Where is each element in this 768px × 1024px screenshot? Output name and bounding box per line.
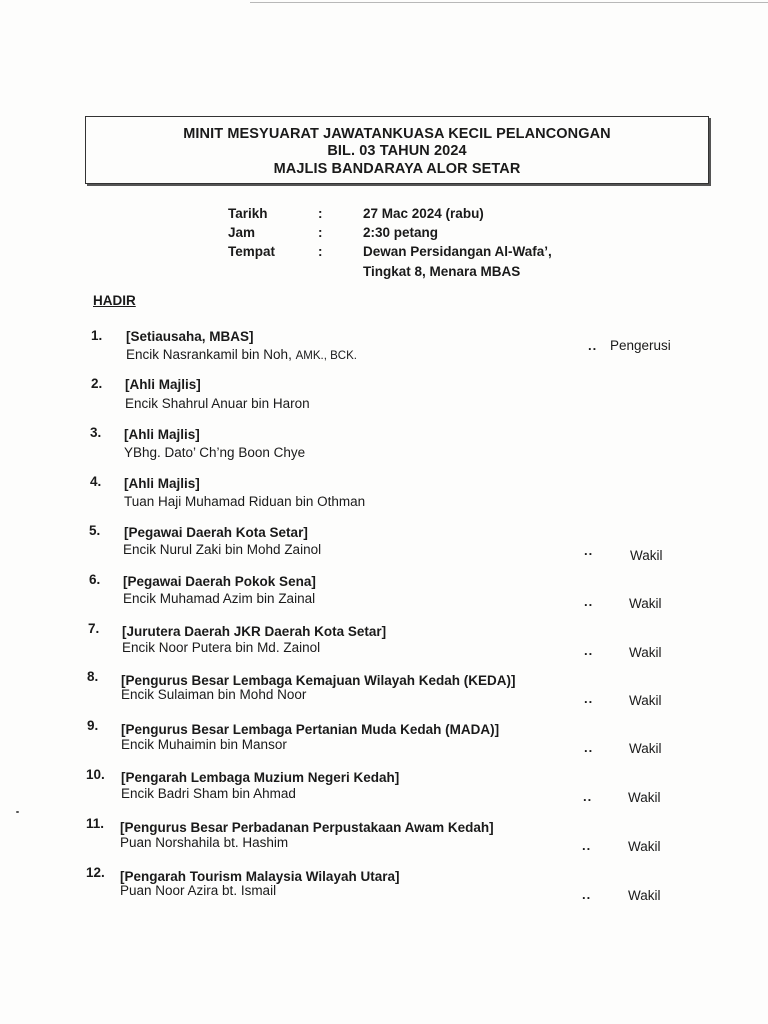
- entry-dots: ..: [584, 740, 594, 755]
- entry-role: [Pengarah Tourism Malaysia Wilayah Utara]: [120, 869, 400, 884]
- entry-status: Wakil: [629, 645, 662, 660]
- entry-person-suffix: AMK., BCK.: [295, 350, 357, 362]
- meta-colon: :: [318, 225, 323, 240]
- meta-label: Tarikh: [228, 206, 268, 221]
- attendee-entry: [0, 474, 768, 514]
- entry-number: 9.: [87, 718, 99, 733]
- entry-role: [Jurutera Daerah JKR Daerah Kota Setar]: [122, 624, 387, 639]
- meta-colon: :: [318, 244, 323, 259]
- entry-status: Wakil: [630, 548, 663, 563]
- attendee-entry: [0, 816, 768, 856]
- entry-status: Wakil: [628, 888, 661, 903]
- entry-number: 5.: [89, 523, 101, 538]
- entry-status: Wakil: [628, 790, 661, 805]
- attendee-entry: [0, 767, 768, 807]
- entry-status: Wakil: [629, 596, 662, 611]
- entry-role: [Ahli Majlis]: [124, 427, 200, 442]
- entry-dots: ..: [583, 789, 593, 804]
- attendee-entry: [0, 865, 768, 905]
- meta-date-row: [228, 206, 648, 226]
- meta-value: Dewan Persidangan Al-Wafa’,: [363, 244, 552, 259]
- entry-dots: ..: [582, 838, 592, 853]
- entry-number: 3.: [90, 425, 102, 440]
- title-line-1: MINIT MESYUARAT JAWATANKUASA KECIL PELANCONGAN: [183, 126, 611, 142]
- top-rule: [250, 2, 768, 3]
- entry-role: [Setiausaha, MBAS]: [126, 329, 254, 344]
- entry-number: 4.: [90, 474, 102, 489]
- section-title-hadir: HADIR: [93, 293, 136, 308]
- entry-status: Wakil: [629, 693, 662, 708]
- meta-venue-continuation: Tingkat 8, Menara MBAS: [363, 264, 521, 279]
- attendee-entry: [0, 669, 768, 709]
- attendee-entry: [0, 621, 768, 661]
- entry-number: 6.: [89, 572, 101, 587]
- entry-dots: ..: [582, 887, 592, 902]
- entry-number: 8.: [87, 669, 99, 684]
- entry-role: [Pengurus Besar Perbadanan Perpustakaan Awam Kedah]: [120, 820, 494, 835]
- attendee-entry: [0, 523, 768, 563]
- meta-colon: :: [318, 206, 323, 221]
- meta-venue-row: [228, 244, 648, 264]
- entry-status: Wakil: [628, 839, 661, 854]
- entry-dots: ..: [584, 691, 594, 706]
- entry-number: 11.: [86, 816, 105, 831]
- entry-person-name: Encik Noor Putera bin Md. Zainol: [122, 640, 321, 655]
- entry-number: 12.: [86, 865, 105, 880]
- meta-value: 27 Mac 2024 (rabu): [363, 206, 484, 221]
- entry-person: [126, 347, 357, 362]
- entry-person-name: YBhg. Dato’ Ch’ng Boon Chye: [124, 445, 306, 460]
- entry-role: [Pengurus Besar Lembaga Pertanian Muda Kedah (MADA)]: [121, 722, 500, 737]
- entry-role: [Pengurus Besar Lembaga Kemajuan Wilayah Kedah (KEDA)]: [121, 673, 516, 688]
- meta-value: 2:30 petang: [363, 225, 439, 240]
- entry-role: [Pegawai Daerah Pokok Sena]: [123, 574, 316, 589]
- entry-role: [Ahli Majlis]: [125, 377, 201, 392]
- entry-person-name: Encik Muhaimin bin Mansor: [121, 737, 287, 752]
- attendee-entry: [0, 572, 768, 612]
- entry-person-name: Encik Muhamad Azim bin Zainal: [123, 591, 316, 606]
- entry-dots: ..: [584, 643, 594, 658]
- entry-number: 2.: [91, 376, 103, 391]
- entry-status: Wakil: [629, 741, 662, 756]
- entry-dots: ..: [584, 594, 594, 609]
- entry-person-name: Encik Badri Sham bin Ahmad: [121, 786, 296, 801]
- title-box: [85, 116, 709, 184]
- meta-label: Jam: [228, 225, 256, 240]
- attendee-entry: [0, 425, 768, 465]
- entry-dots: ..: [584, 543, 594, 558]
- entry-person-name: Encik Nurul Zaki bin Mohd Zainol: [123, 542, 322, 557]
- entry-person-name: Encik Sulaiman bin Mohd Noor: [121, 687, 307, 702]
- entry-person-name: Puan Noor Azira bt. Ismail: [120, 883, 277, 898]
- entry-person-name: Encik Nasrankamil bin Noh,: [126, 347, 292, 362]
- entry-role: [Pengarah Lembaga Muzium Negeri Kedah]: [121, 770, 400, 785]
- scan-speck: [16, 811, 19, 813]
- entry-person-name: Tuan Haji Muhamad Riduan bin Othman: [124, 494, 366, 509]
- entry-status: Pengerusi: [610, 338, 671, 353]
- title-line-2: BIL. 03 TAHUN 2024: [327, 143, 467, 159]
- attendee-entry: [0, 328, 768, 368]
- meta-time-row: [228, 225, 648, 245]
- entry-role: [Ahli Majlis]: [124, 476, 200, 491]
- entry-person-name: Puan Norshahila bt. Hashim: [120, 835, 289, 850]
- entry-number: 10.: [86, 767, 105, 782]
- entry-person-name: Encik Shahrul Anuar bin Haron: [125, 396, 310, 411]
- meta-label: Tempat: [228, 244, 276, 259]
- attendee-entry: [0, 376, 768, 416]
- entry-number: 1.: [91, 328, 103, 343]
- entry-number: 7.: [88, 621, 100, 636]
- entry-role: [Pegawai Daerah Kota Setar]: [124, 525, 308, 540]
- attendee-entry: [0, 718, 768, 758]
- entry-dots: ..: [588, 338, 598, 353]
- title-line-3: MAJLIS BANDARAYA ALOR SETAR: [273, 161, 521, 177]
